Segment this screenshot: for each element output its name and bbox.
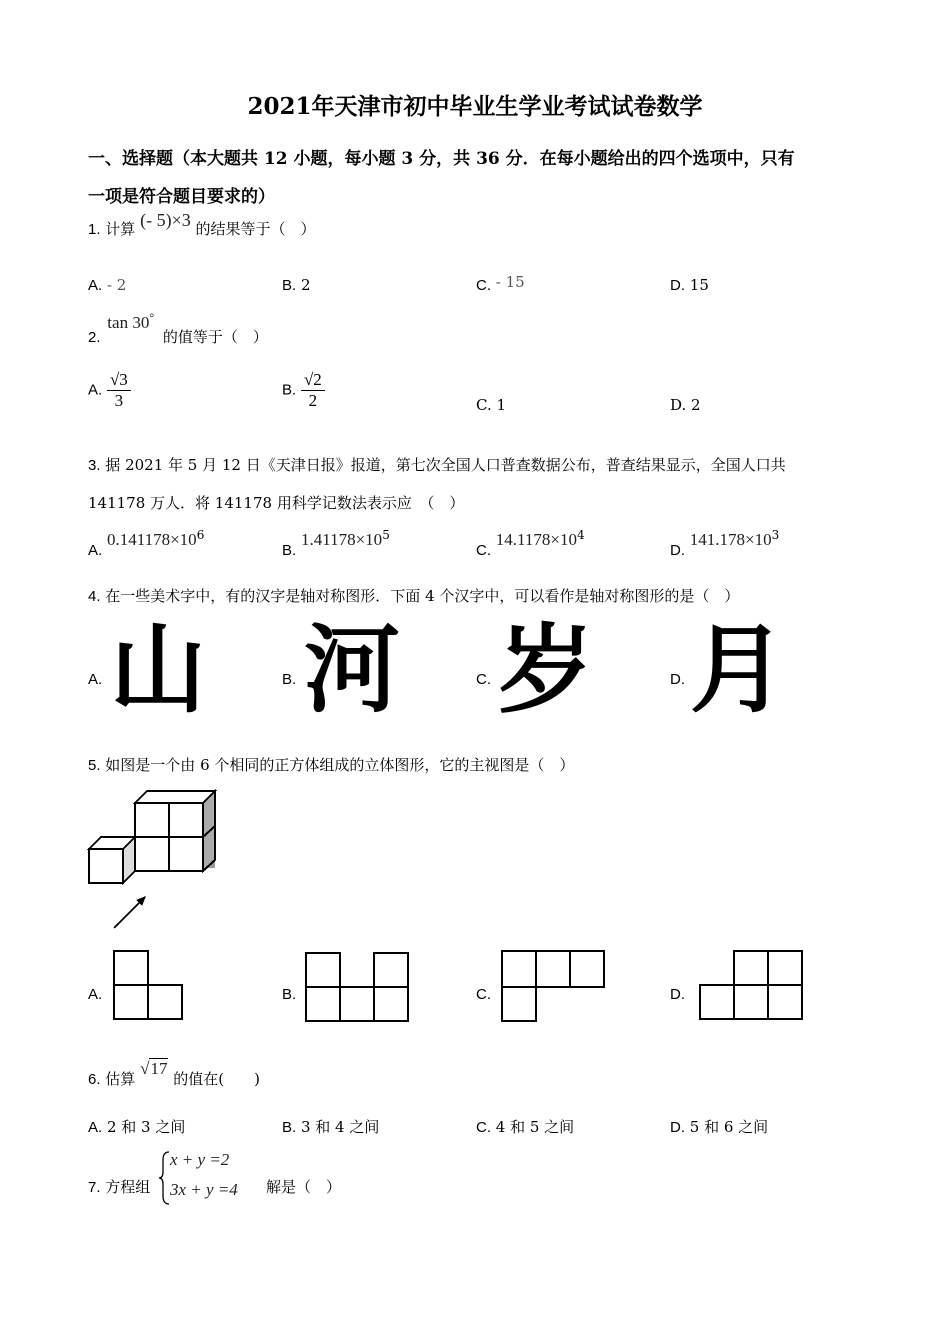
character-sui: 岁 bbox=[498, 614, 594, 726]
option-c[interactable]: C. - 15 bbox=[476, 273, 525, 294]
section-heading-line2: 一项是符合题目要求的） bbox=[88, 187, 275, 207]
front-view-option-b bbox=[302, 950, 412, 1024]
question-text: 计算 bbox=[105, 220, 136, 238]
option-a[interactable]: A. $\frac{√3}{3}$ bbox=[88, 370, 131, 411]
option-d[interactable]: D. 15 bbox=[670, 276, 709, 294]
question-text: 在一些美术字中，有的汉字是轴对称图形．下面 4 个汉字中，可以看作是轴对称图形的是（ ） bbox=[105, 587, 740, 605]
option-a[interactable]: A. 2 和 3 之间 bbox=[88, 1118, 186, 1136]
math-expression: (- 5)×3 bbox=[140, 210, 191, 230]
question-1 bbox=[88, 210, 316, 239]
front-view-option-c bbox=[498, 948, 610, 1024]
question-text: 方程组 bbox=[105, 1178, 151, 1196]
section-heading-line1: 一、选择题（本大题共 12 小题，每小题 3 分，共 36 分．在每小题给出的四个选项中，只有 bbox=[88, 149, 795, 169]
question-text: 估算 bbox=[105, 1070, 136, 1088]
question-text: 的值在( ) bbox=[173, 1070, 260, 1088]
equation-1: x + y =2 bbox=[170, 1150, 230, 1169]
equation-2: 3x + y =4 bbox=[170, 1180, 238, 1199]
option-c[interactable]: C. $14.1178\times 10^4$ bbox=[476, 528, 585, 559]
option-a[interactable]: A. bbox=[88, 986, 103, 1003]
question-number: 7. bbox=[88, 1179, 101, 1196]
front-view-option-a bbox=[110, 948, 186, 1022]
question-number: 4. bbox=[88, 588, 101, 605]
option-d[interactable]: D. bbox=[670, 671, 685, 688]
option-b[interactable]: B. $\frac{√2}{2}$ bbox=[282, 370, 325, 411]
option-b[interactable]: B. $1.41178\times 10^5$ bbox=[282, 528, 390, 559]
option-c[interactable]: C. 4 和 5 之间 bbox=[476, 1118, 575, 1136]
math-expression: tan 30° bbox=[107, 310, 155, 332]
option-c[interactable]: C. 1 bbox=[476, 396, 507, 414]
page-title: 2021年天津市初中毕业生学业考试试卷数学 bbox=[247, 93, 703, 120]
cube-figure bbox=[86, 788, 220, 934]
question-text: 的结果等于（ ） bbox=[195, 220, 316, 238]
option-d[interactable]: D. 5 和 6 之间 bbox=[670, 1118, 769, 1136]
option-a[interactable]: A. - 2 bbox=[88, 276, 127, 294]
option-a[interactable]: A. $0.141178\times 10^6$ bbox=[88, 528, 205, 559]
character-yue: 月 bbox=[690, 614, 786, 726]
option-b[interactable]: B. bbox=[282, 671, 297, 688]
option-c[interactable]: C. bbox=[476, 986, 491, 1003]
option-d[interactable]: D. $141.178\times 10^3$ bbox=[670, 528, 780, 559]
front-view-option-d bbox=[696, 948, 808, 1024]
question-text: 解是（ ） bbox=[266, 1178, 342, 1196]
question-2 bbox=[88, 310, 268, 346]
fraction: $\frac{√3}{3}$ bbox=[107, 370, 131, 411]
question-3 bbox=[88, 454, 786, 475]
character-shan: 山 bbox=[110, 614, 206, 726]
option-b[interactable]: B. bbox=[282, 986, 297, 1003]
option-a[interactable]: A. bbox=[88, 671, 103, 688]
question-number: 3. bbox=[88, 457, 101, 474]
square-root: √17 bbox=[140, 1059, 168, 1078]
question-number: 5. bbox=[88, 757, 101, 774]
question-number: 6. bbox=[88, 1071, 101, 1088]
character-he: 河 bbox=[304, 614, 400, 726]
fraction: $\frac{√2}{2}$ bbox=[301, 370, 325, 411]
question-text: 的值等于（ ） bbox=[162, 327, 268, 346]
question-3-line2: 141178 万人．将 141178 用科学记数法表示应 （ ） bbox=[88, 494, 465, 512]
question-5 bbox=[88, 754, 574, 775]
question-7 bbox=[88, 1176, 150, 1197]
question-text: 据 2021 年 5 月 12 日《天津日报》报道，第七次全国人口普查数据公布，普查结果显示，全国人口共 bbox=[105, 456, 786, 474]
option-c[interactable]: C. bbox=[476, 671, 491, 688]
question-number: 1. bbox=[88, 221, 101, 238]
question-text: 如图是一个由 6 个相同的正方体组成的立体图形，它的主视图是（ ） bbox=[105, 756, 575, 774]
option-b[interactable]: B. 3 和 4 之间 bbox=[282, 1118, 380, 1136]
option-b[interactable]: B. 2 bbox=[282, 276, 311, 294]
option-d[interactable]: D. 2 bbox=[670, 396, 701, 414]
option-d[interactable]: D. bbox=[670, 986, 685, 1003]
question-4 bbox=[88, 585, 739, 606]
question-number: 2. bbox=[88, 328, 101, 346]
question-6 bbox=[88, 1058, 260, 1088]
